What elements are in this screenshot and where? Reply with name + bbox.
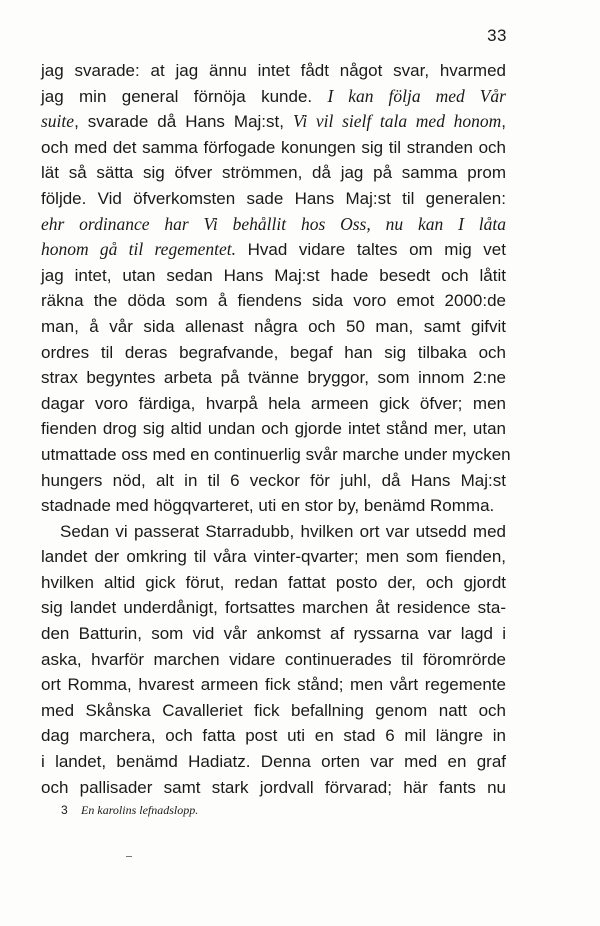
text-segment: den Batturin, som vid vår ankomst af ryssarna var lagd i	[41, 624, 506, 644]
text-line	[41, 647, 506, 673]
text-segment: följde. Vid öfverkomsten sade Hans Maj:st til generalen:	[41, 188, 506, 208]
text-line	[41, 391, 506, 417]
text-segment: , svarade då Hans Maj:st,	[74, 112, 293, 132]
text-segment: och med det samma förfogade konungen sig til stranden och	[41, 137, 506, 157]
text-line	[41, 621, 506, 647]
running-title: En karolins lefnadslopp.	[81, 803, 199, 817]
text-line	[41, 237, 506, 263]
text-line	[41, 186, 506, 212]
body-text	[41, 58, 511, 800]
text-segment: dagar voro färdiga, hvarpå hela armeen gick öfver; men	[41, 393, 506, 413]
text-segment: och pallisader samt stark jordvall förvarad; här fants nu	[41, 777, 506, 797]
text-line	[41, 468, 506, 494]
italic-text: suite	[41, 111, 75, 132]
text-segment: utmattade oss med en continuerlig svår marche under mycken	[41, 444, 511, 464]
text-segment: Hvad vidare taltes om mig vet	[236, 240, 506, 260]
text-line	[41, 314, 506, 340]
text-line	[41, 672, 506, 698]
text-line	[41, 160, 506, 186]
text-line	[41, 749, 506, 775]
text-segment: jag svarade: at jag ännu intet fådt något svar, hvarmed	[41, 61, 506, 80]
text-segment: hvilken altid gick förut, redan fattat posto der, och gjordt	[41, 572, 506, 592]
text-segment: dag marchera, och fatta post uti en stad 6 mil längre in	[41, 726, 506, 746]
text-segment: landet der omkring til våra vinter-qvarter; men som fienden,	[41, 547, 506, 567]
text-line	[41, 442, 511, 468]
signature-mark: 3	[61, 803, 68, 817]
text-segment: ordres til deras begrafvande, begaf han sig tilbaka och	[41, 342, 506, 362]
text-line	[41, 288, 506, 314]
text-segment: ort Romma, hvarest armeen fick stånd; men vårt regemente	[41, 675, 506, 695]
text-line	[41, 698, 506, 724]
text-segment: man, å vår sida allenast några och 50 man, samt gifvit	[41, 316, 506, 336]
text-segment: lät så sätta sig öfver strömmen, då jag på samma prom	[41, 163, 506, 183]
text-segment: hungers nöd, alt in til 6 veckor för juhl, då Hans Maj:st	[41, 470, 506, 490]
text-line	[41, 544, 506, 570]
text-line	[41, 493, 506, 519]
text-segment: aska, hvarför marchen vidare continuerades til föromrörde	[41, 649, 506, 669]
text-segment: stadnade med högqvarteret, uti en stor by, benämd Romma.	[41, 496, 495, 516]
text-segment: med Skånska Cavalleriet fick befallning genom natt och	[41, 700, 506, 720]
text-line	[41, 340, 506, 366]
text-segment: jag min general förnöja kunde.	[41, 86, 328, 106]
text-segment: i landet, benämd Hadiatz. Denna orten var med en graf	[41, 752, 506, 772]
text-line	[41, 416, 506, 442]
italic-text: honom gå til regementet.	[41, 239, 236, 260]
text-line	[41, 775, 506, 801]
page-number: 33	[487, 26, 507, 45]
text-segment: jag intet, utan sedan Hans Maj:st hade besedt och låtit	[41, 265, 506, 285]
text-segment: ,	[501, 112, 506, 132]
text-segment: räkna the döda som å fiendens sida voro emot 2000:de	[41, 291, 506, 311]
text-line	[41, 58, 506, 84]
text-segment: Sedan vi passerat Starradubb, hvilken ort var utsedd med	[60, 521, 506, 541]
italic-text: ehr ordinance har Vi behållit hos Oss, nu kan I låta	[41, 213, 506, 234]
text-line	[41, 135, 506, 161]
print-mark	[126, 856, 132, 857]
text-line	[41, 109, 506, 135]
footer	[61, 803, 198, 818]
text-line	[41, 263, 506, 289]
text-line	[41, 365, 506, 391]
text-segment: fienden drog sig altid undan och gjorde intet stånd mer, utan	[41, 419, 506, 439]
text-line	[41, 84, 506, 110]
text-line	[41, 519, 506, 545]
italic-text: I kan följa med Vår	[327, 85, 506, 106]
text-line	[41, 595, 506, 621]
text-line	[41, 570, 506, 596]
text-line	[41, 212, 506, 238]
text-segment: sig landet underdånigt, fortsattes marchen åt residence sta-	[41, 598, 506, 618]
italic-text: Vi vil sielf tala med honom	[293, 111, 502, 132]
text-line	[41, 723, 506, 749]
text-segment: strax begyntes arbeta på tvänne bryggor, som innom 2:ne	[41, 368, 506, 388]
